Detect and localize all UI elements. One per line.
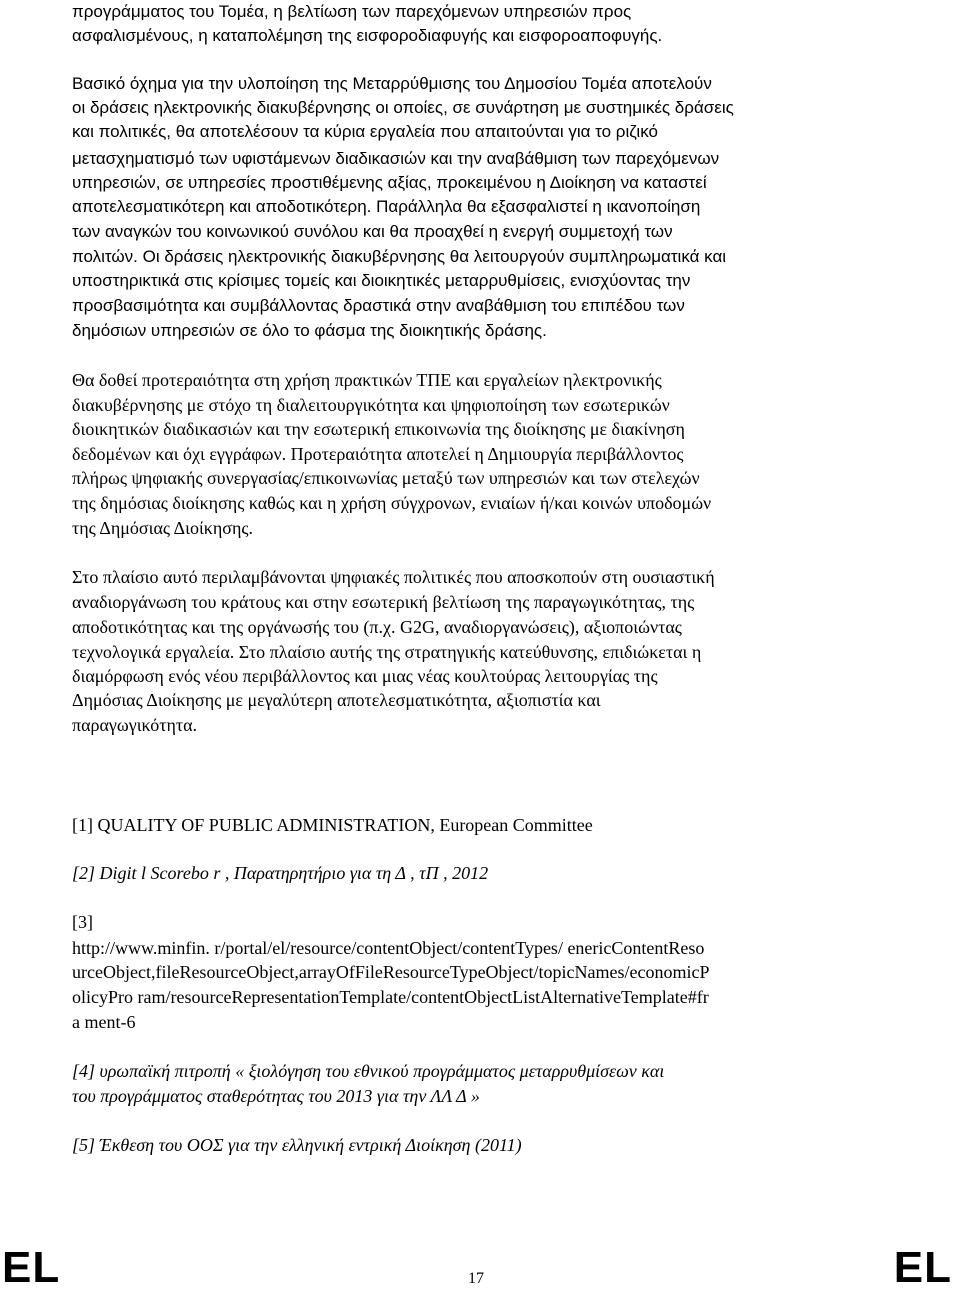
text-line: διοικητικών διαδικασιών και την εσωτερική επικοινωνία της διοίκησης με διακίνηση [72, 419, 685, 439]
text-line: αναδιοργάνωση του κράτους και στην εσωτερική βελτίωση της παραγωγικότητας, της [72, 592, 695, 612]
text-line: Δημόσιας Διοίκησης με μεγαλύτερη αποτελεσματικότητα, αξιοπιστία και [72, 690, 601, 710]
reference-5: [5] Έκθεση του ΟΟΣ για την ελληνική εντρική Διοίκηση (2011) [72, 1135, 522, 1155]
text-line: των αναγκών του κοινωνικού συνόλου και θα προαχθεί η ενεργή συμμετοχή των [72, 222, 673, 241]
text-line: της Δημόσιας Διοίκησης. [72, 518, 254, 538]
text-line: και πολιτικές, θα αποτελέσουν τα κύρια εργαλεία που απαιτούνται για το ριζικό [72, 122, 658, 141]
text-line: υποστηρικτικά στις κρίσιμες τομείς και διοικητικές μεταρρυθμίσεις, ενισχύοντας την [72, 271, 691, 290]
reference-1: [1] QUALITY OF PUBLIC ADMINISTRATION, European Committee [72, 815, 593, 835]
reference-2: [2] Digit l Scorebo r , Παρατηρητήριο για τη Δ , τΠ , 2012 [72, 863, 489, 883]
page-number: 17 [468, 1270, 484, 1287]
reference-3-url: urceObject,fileResourceObject,arrayOfFileResourceTypeObject/topicNames/economicP [72, 962, 710, 982]
text-line: Στο πλαίσιο αυτό περιλαμβάνονται ψηφιακές πολιτικές που αποσκοπούν στη ουσιαστική [72, 567, 715, 587]
text-line: Βασικό όχημα για την υλοποίηση της Μεταρρύθμισης του Δημοσίου Τομέα αποτελούν [72, 74, 712, 93]
reference-3-label: [3] [72, 912, 93, 932]
reference-3-url: http://www.minfin. r/portal/el/resource/contentObject/contentTypes/ enericContentReso [72, 938, 705, 958]
text-line: ασφαλισμένους, η καταπολέμηση της εισφοροδιαφυγής και εισφοροαποφυγής. [72, 26, 663, 45]
text-line: οι δράσεις ηλεκτρονικής διακυβέρνησης οι οποίες, σε συνάρτηση με συστημικές δράσεις [72, 98, 734, 117]
text-line: πολιτών. Οι δράσεις ηλεκτρονικής διακυβέρνησης θα λειτουργούν συμπληρωματικά και [72, 247, 727, 266]
footer-language-label-right: EL [893, 1243, 952, 1292]
text-line: δεδομένων και όχι εγγράφων. Προτεραιότητα αποτελεί η Δημιουργία περιβάλλοντος [72, 444, 684, 464]
text-line: προσβασιμότητα και συμβάλλοντας δραστικά στην αναβάθμιση του επιπέδου των [72, 296, 685, 315]
text-line: υπηρεσιών, σε υπηρεσίες προστιθέμενης αξίας, προκειμένου η Διοίκηση να καταστεί [72, 173, 707, 192]
text-line: πλήρως ψηφιακής συνεργασίας/επικοινωνίας μεταξύ των υπηρεσιών και των στελεχών [72, 468, 700, 488]
text-line: παραγωγικότητα. [72, 715, 198, 735]
text-line: αποδοτικότητας και της οργάνωσής του (π.χ. G2G, αναδιοργανώσεις), αξιοποιώντας [72, 617, 682, 637]
reference-3-url: olicyPro ram/resourceRepresentationTemplate/contentObjectListAlternativeTemplate#fr [72, 987, 709, 1007]
text-line: διαμόρφωση ενός νέου περιβάλλοντος και μιας νέας κουλτούρας λειτουργίας της [72, 666, 658, 686]
reference-3-url: a ment-6 [72, 1012, 136, 1032]
text-line: Θα δοθεί προτεραιότητα στη χρήση πρακτικών ΤΠΕ και εργαλείων ηλεκτρονικής [72, 370, 662, 390]
text-line: διακυβέρνησης με στόχο τη διαλειτουργικότητα και ψηφιοποίηση των εσωτερικών [72, 395, 670, 415]
text-line: μετασχηματισμό των υφιστάμενων διαδικασιών και την αναβάθμιση των παρεχόμενων [72, 149, 720, 168]
text-line: της δημόσιας διοίκησης καθώς και η χρήση σύγχρονων, ενιαίων ή/και κοινών υποδομών [72, 493, 712, 513]
reference-4: του προγράμματος σταθερότητας του 2013 για την ΛΛ Δ » [72, 1086, 480, 1106]
text-line: αποτελεσματικότερη και αποδοτικότερη. Παράλληλα θα εξασφαλιστεί η ικανοποίηση [72, 197, 701, 216]
text-line: δημόσιων υπηρεσιών σε όλο το φάσμα της διοικητικής δράσης. [72, 321, 547, 340]
text-line: προγράμματος του Τομέα, η βελτίωση των παρεχόμενων υπηρεσιών προς [72, 2, 632, 21]
text-line: τεχνολογικά εργαλεία. Στο πλαίσιο αυτής της στρατηγικής κατεύθυνσης, επιδιώκεται η [72, 642, 702, 662]
reference-4: [4] υρωπαϊκή πιτροπή « ξιολόγηση του εθνικού προγράμματος μεταρρυθμίσεων και [72, 1061, 665, 1081]
footer-language-label-left: EL [2, 1243, 61, 1292]
